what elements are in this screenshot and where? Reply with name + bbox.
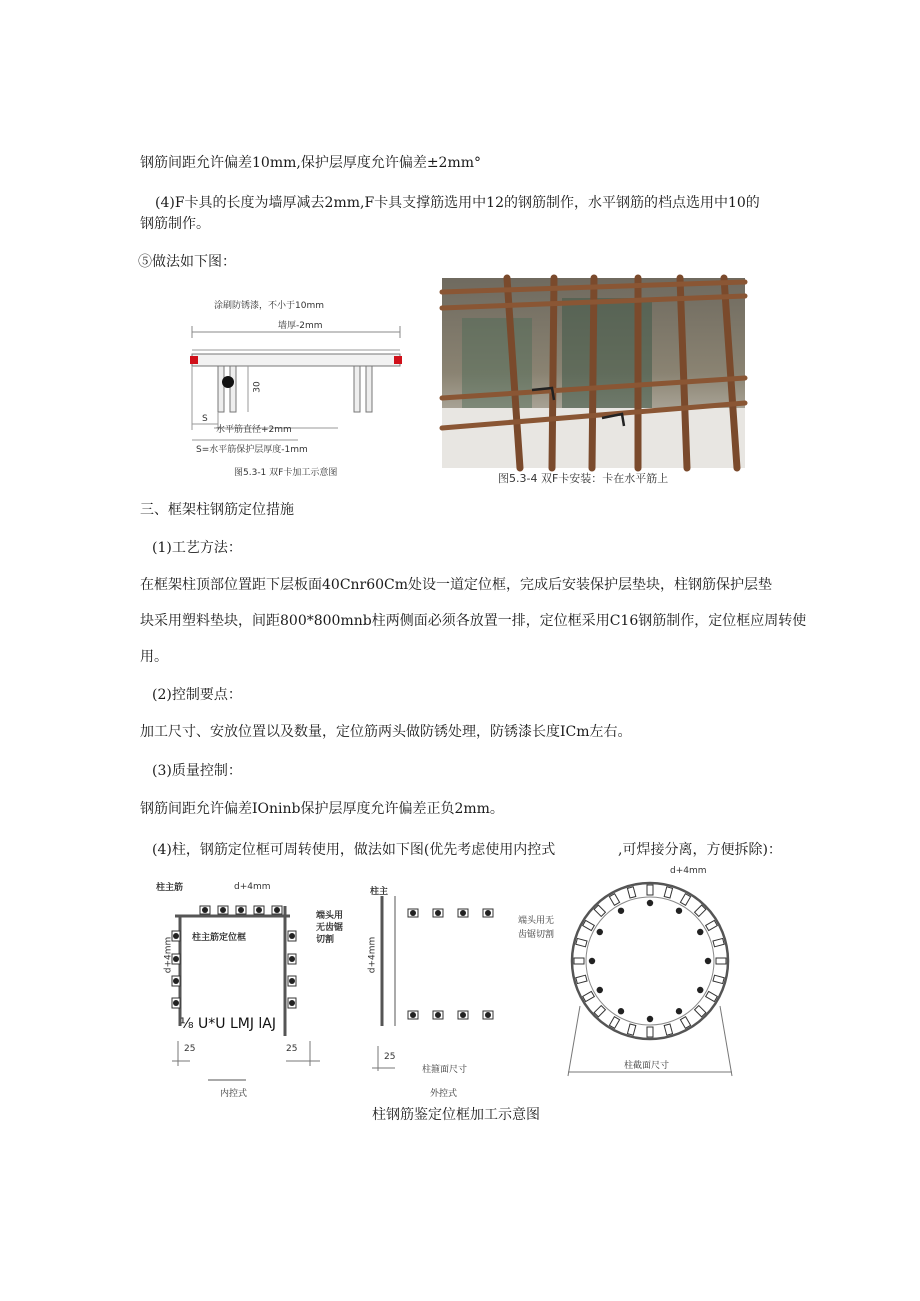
- s1-line1: 在框架柱顶部位置距下层板面40Cnr60Cm处设一道定位框，完成后安装保护层垫块，柱钢筋保护层垫: [140, 577, 773, 593]
- figure-column-frames: [150, 866, 750, 1099]
- s3-body: 钢筋间距允许偏差IOninb保护层厚度允许偏差正负2mm。: [140, 801, 504, 817]
- circle-spacer-tab: [695, 1006, 706, 1017]
- label-30: 30: [252, 381, 263, 393]
- circle-spacer-tab: [627, 887, 635, 898]
- s2-title: (2)控制要点：: [152, 687, 242, 703]
- circle-spacer-tab: [583, 991, 595, 1001]
- circle-spacer-tab: [680, 1017, 690, 1029]
- label-25-b: 25: [286, 1044, 298, 1054]
- label-anti-rust: 涂刷防锈漆，不小于10mm: [214, 301, 324, 311]
- label-d4-left: d+4mm: [234, 882, 271, 892]
- label-25-a: 25: [184, 1044, 196, 1054]
- figure3-caption: 柱钢筋鉴定位框加工示意图: [372, 1107, 540, 1123]
- circle-rebar-dot: [697, 929, 703, 935]
- circle-spacer-tab: [576, 975, 587, 983]
- label-main-bar: 柱主筋: [156, 883, 184, 893]
- label-d4-side-2: d+4mm: [367, 936, 378, 974]
- circle-rebar-dot: [618, 1008, 624, 1014]
- circle-spacer-tab: [594, 1006, 605, 1017]
- section3-heading: 三、框架柱钢筋定位措施: [140, 502, 294, 518]
- circle-spacer-tab: [713, 975, 724, 983]
- label-round-section: 柱截面尺寸: [624, 1061, 670, 1071]
- label-end-cut-right: 端头用无齿锯切割: [518, 916, 555, 940]
- figure2-caption: 图5.3-4 双F卡安装：卡在水平筋上: [498, 472, 669, 485]
- label-garbled: ⅛ U*U LMJ lAJ: [180, 1016, 277, 1032]
- circle-spacer-tab: [594, 905, 605, 916]
- circle-spacer-tab: [664, 887, 672, 898]
- circle-rebar-dot: [697, 987, 703, 993]
- circle-spacer-tab: [706, 920, 718, 930]
- label-bar-diameter: 水平筋直径+2mm: [216, 425, 292, 435]
- figure-photo-f-clamp-install: [442, 278, 745, 489]
- label-frame: 柱主筋定位框: [192, 933, 247, 943]
- s1-line3: 用。: [140, 649, 168, 665]
- label-section-size: 柱箍面尺寸: [422, 1065, 468, 1075]
- circle-rebar-ticks: [574, 885, 726, 1037]
- label-outer-control: 外控式: [430, 1089, 458, 1099]
- s1-line2: 块采用塑料垫块，间距800*800mnb柱两侧面必须各放置一排，定位框采用C16钢筋制作，定位框应周转使: [140, 613, 807, 629]
- label-d4-circle: d+4mm: [670, 866, 707, 876]
- label-end-cut-left: 端头用无齿锯切割: [316, 911, 344, 945]
- circle-spacer-tab: [680, 894, 690, 906]
- s2-body: 加工尺寸、安放位置以及数量，定位筋两头做防锈处理，防锈漆长度ICm左右。: [140, 724, 632, 740]
- label-s: S: [202, 414, 208, 424]
- label-25-c: 25: [384, 1052, 396, 1062]
- circle-spacer-tab: [647, 885, 653, 895]
- circle-spacer-tab: [574, 958, 584, 964]
- label-wall-width: 墙厚-2mm: [278, 321, 323, 331]
- figure1-caption: 图5.3-1 双F卡加工示意图: [234, 468, 338, 478]
- circle-rebar-dot: [597, 987, 603, 993]
- label-main-bar-2: 柱主: [370, 887, 389, 897]
- circle-rebar-dot: [676, 1008, 682, 1014]
- paragraph-f-clamp-line2: 钢筋制作。: [140, 216, 210, 232]
- circle-rebar-dot: [647, 900, 653, 906]
- circle-spacer-tab: [609, 894, 619, 906]
- circle-spacer-tab: [664, 1024, 672, 1035]
- circle-spacer-tab: [706, 991, 718, 1001]
- circle-rebar-dot: [597, 929, 603, 935]
- circle-spacer-tab: [695, 905, 706, 916]
- s4-title: (4)柱，钢筋定位框可周转使用，做法如下图(优先考虑使用内控式: [152, 842, 556, 858]
- label-inner-control: 内控式: [220, 1089, 248, 1099]
- label-s-definition: S=水平筋保护层厚度-1mm: [196, 445, 308, 455]
- circle-rebar-dot: [705, 958, 711, 964]
- circle-spacer-tab: [627, 1024, 635, 1035]
- circle-rebar-dot: [618, 908, 624, 914]
- circle-spacer-tab: [609, 1017, 619, 1029]
- paragraph-spacing-tolerance: 钢筋间距允许偏差10mm,保护层厚度允许偏差±2mm°: [140, 155, 482, 171]
- photo-rebar-scene: [442, 278, 745, 468]
- circle-spacer-tab: [716, 958, 726, 964]
- paragraph-method-intro: ⑤做法如下图：: [138, 254, 236, 270]
- circle-spacer-tab: [713, 938, 724, 946]
- circle-spacer-tab: [647, 1027, 653, 1037]
- s1-title: (1)工艺方法：: [152, 540, 242, 556]
- figure-f-clamp: [178, 290, 418, 485]
- circle-spacer-tab: [583, 920, 595, 930]
- circle-rebar-dot: [647, 1016, 653, 1022]
- s4-tail: ,可焊接分离，方便拆除)：: [618, 842, 782, 858]
- circle-spacer-tab: [576, 938, 587, 946]
- s3-title: (3)质量控制：: [152, 763, 242, 779]
- circle-rebar-dot: [589, 958, 595, 964]
- circle-rebar-dot: [676, 908, 682, 914]
- paragraph-f-clamp-line1: (4)F卡具的长度为墙厚减去2mm,F卡具支撑筋选用中12的钢筋制作，水平钢筋的档点选用中10的: [155, 195, 760, 211]
- label-d4-side: d+4mm: [163, 936, 174, 974]
